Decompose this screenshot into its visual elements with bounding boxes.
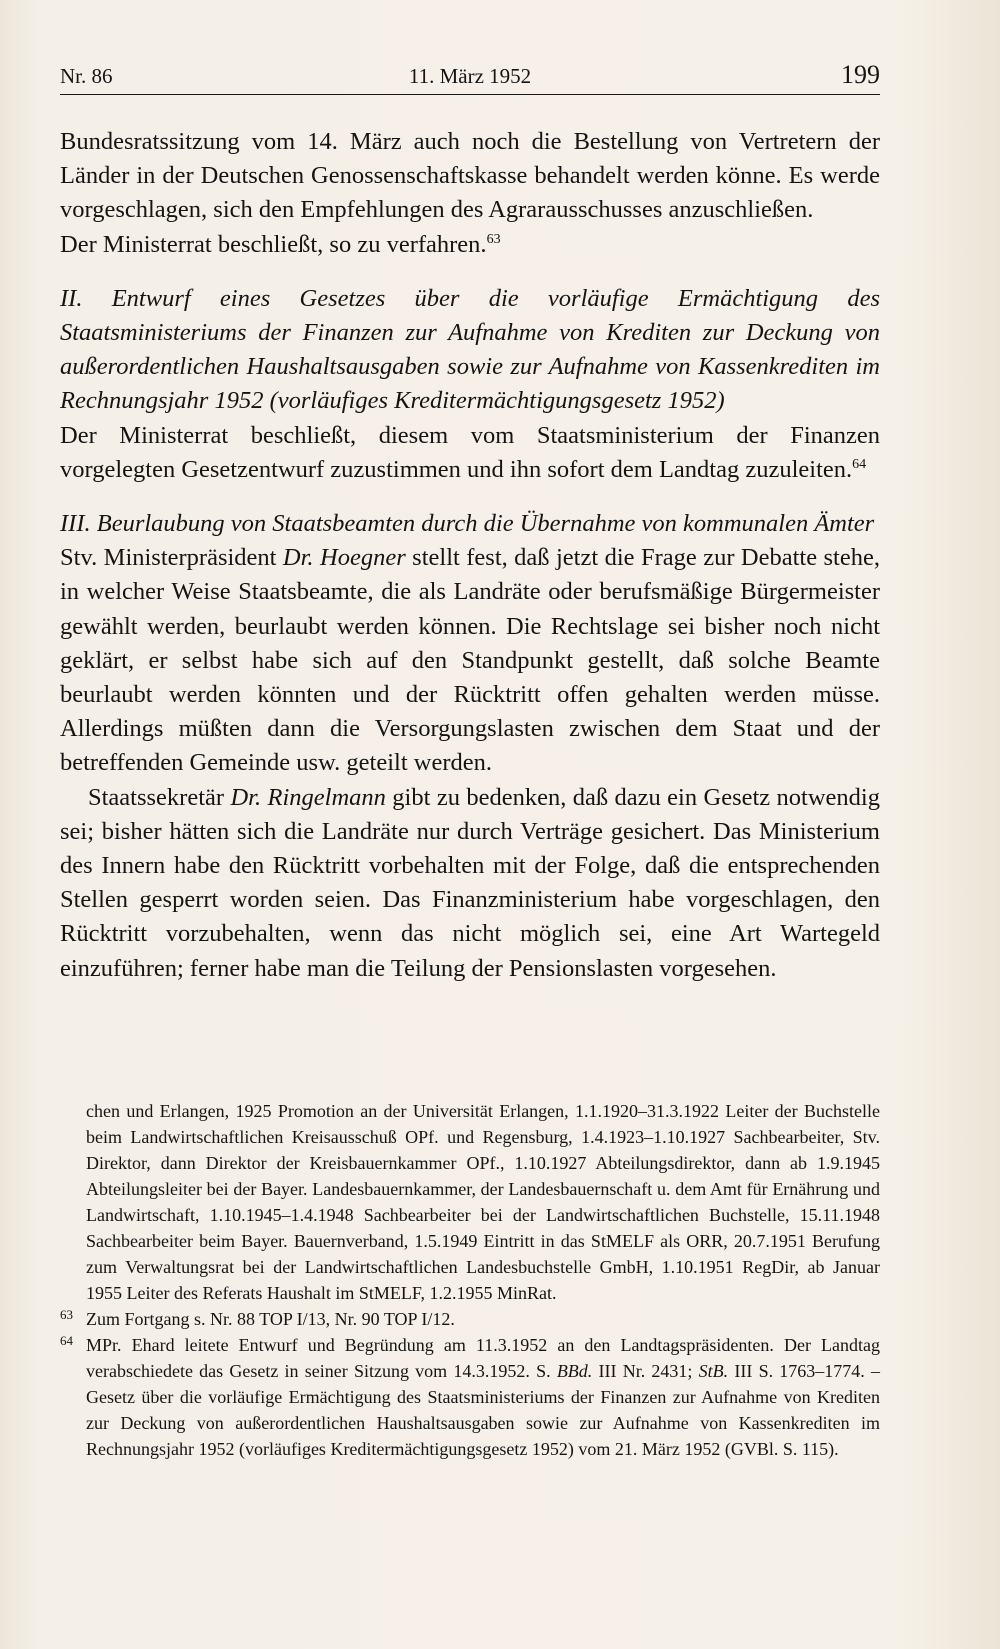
footnote-ref-64: 64: [852, 456, 867, 472]
section-2-title: II. Entwurf eines Gesetzes über die vorläufige Ermächtigung des Staatsministeriums der Finanzen zur Aufnahme von Krediten zur Deckung von außerordentlichen Haushaltsausgaben sowie zur Aufnahme von Kassenkrediten im Rechnungsjahr 1952 (vorläufiges Kreditermächtigungsgesetz 1952): [60, 284, 880, 415]
section-3-paragraph-2: Staatssekretär Dr. Ringelmann gibt zu bedenken, daß dazu ein Gesetz notwendig sei; bisher hätten sich die Landräte nur durch Verträge gesichert. Das Ministerium des Innern habe den Rücktritt vorbehalten mit der Folge, daß die entsprechenden Stellen gesperrt worden seien. Das Finanzministerium habe vorgeschlagen, den Rücktritt vorzubehalten, wenn das nicht möglich sei, eine Art Wartegeld einzuführen; ferner habe man die Teilung der Pensionslasten vorgesehen.: [60, 783, 880, 982]
section-3-title: III. Beurlaubung von Staatsbeamten durch die Übernahme von kommunalen Ämter: [60, 510, 875, 538]
footnote-64: 64 MPr. Ehard leitete Entwurf und Begründung am 11.3.1952 an den Landtagspräsidenten. Der Landtag verabschiedete das Gesetz in seiner Sitzung vom 14.3.1952. S. BBd. III Nr. 2431; StB. III S. 1763–1774. – Gesetz über die vorläufige Ermächtigung des Staatsministeriums der Finanzen zur Aufnahme von Krediten zur Deckung von außerordentlichen Haushaltsausgaben sowie zur Aufnahme von Kassenkrediten im Rechnungsjahr 1952 (vorläufiges Kreditermächtigungsgesetz 1952) vom 21. März 1952 (GVBl. S. 115).: [60, 1332, 880, 1462]
header-date: 11. März 1952: [408, 64, 532, 88]
paragraph-decision-1: Der Ministerrat beschließt, so zu verfahren.$^{63}$: [60, 230, 501, 258]
footnote-number: 64: [60, 1333, 73, 1348]
running-header: [60, 60, 880, 95]
speaker-name: Dr. Hoegner: [282, 544, 406, 572]
issue-number: Nr. 86: [60, 64, 113, 88]
section-2-decision: Der Ministerrat beschließt, diesem vom Staatsministerium der Finanzen vorgelegten Gesetzentwurf zuzustimmen und ihn sofort dem Landtag zuzuleiten.$^{64}$: [60, 421, 880, 483]
main-text: [60, 125, 880, 986]
paragraph-bundesrat: Bundesratssitzung vom 14. März auch noch die Bestellung von Vertretern der Länder in der Deutschen Genossenschaftskasse behandelt werden könne. Es werde vorgeschlagen, sich den Empfehlungen des Agrarausschusses anzuschließen.: [60, 128, 880, 224]
page-number: 199: [841, 60, 880, 89]
footnote-63: 63 Zum Fortgang s. Nr. 88 TOP I/13, Nr. 90 TOP I/12.: [60, 1306, 880, 1332]
section-3-paragraph-1: Stv. Ministerpräsident Dr. Hoegner stellt fest, daß jetzt die Frage zur Debatte stehe, in welcher Weise Staatsbeamte, die als Landräte oder berufsmäßige Bürgermeister gewählt werden, beurlaubt werden können. Die Rechtslage sei bisher noch nicht geklärt, er selbst habe sich auf den Standpunkt gestellt, daß solche Beamte beurlaubt werden könnten und der Rücktritt offen gehalten werden müsse. Allerdings müßten dann die Versorgungslasten zwischen dem Staat und der betreffenden Gemeinde usw. geteilt werden.: [60, 544, 880, 777]
footnote-continuation: chen und Erlangen, 1925 Promotion an der Universität Erlangen, 1.1.1920–31.3.1922 Leiter der Buchstelle beim Landwirtschaftlichen Kreisausschuß OPf. und Regensburg, 1.4.1923–1.10.1927 Sachbearbeiter, Stv. Direktor, dann Direktor der Kreisbauernkammer OPf., 1.10.1927 Abteilungsdirektor, dann ab 1.9.1945 Abteilungsleiter bei der Bayer. Landesbauernkammer, der Landesbauernschaft u. dem Amt für Ernährung und Landwirtschaft, 1.10.1945–1.4.1948 Sachbearbeiter bei der Landwirtschaftlichen Buchstelle, 15.11.1948 Sachbearbeiter beim Bayer. Bauernverband, 1.5.1949 Eintritt in das StMELF als ORR, 20.7.1951 Berufung zum Verwaltungsrat bei der Landwirtschaftlichen Landesbuchstelle GmbH, 1.10.1951 RegDir, ab Januar 1955 Leiter des Referats Haushalt im StMELF, 1.2.1955 MinRat.: [86, 1101, 880, 1303]
footnote-number: 63: [60, 1307, 73, 1322]
footnote-ref-63: 63: [486, 231, 501, 247]
footnotes: [60, 1098, 880, 1462]
speaker-name: Dr. Ringelmann: [230, 783, 386, 811]
